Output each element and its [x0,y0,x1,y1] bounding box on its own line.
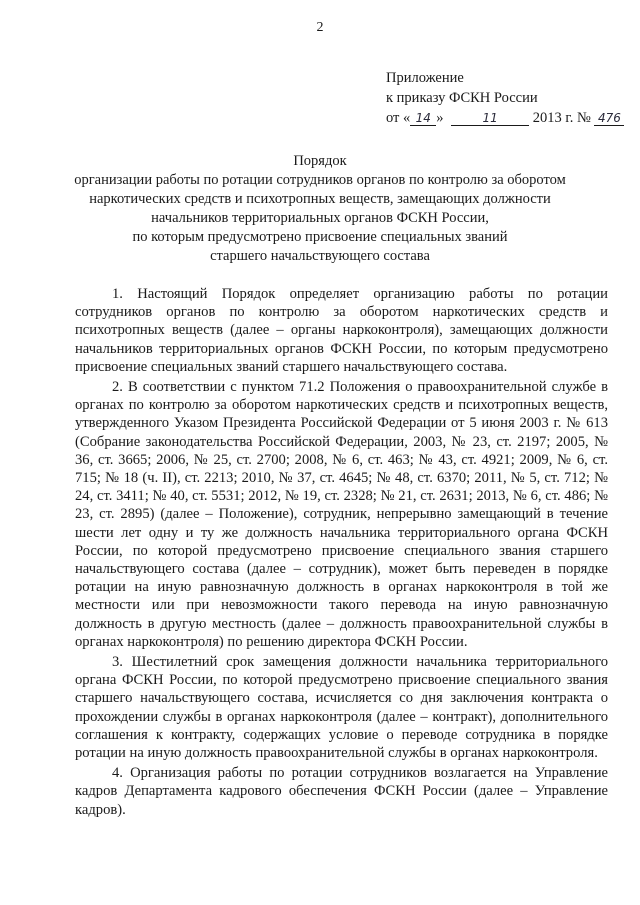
date-day-close: » [436,110,444,126]
page-number: 2 [316,20,324,35]
date-year: 2013 г. № [532,110,591,126]
paragraph-2: 2. В соответствии с пунктом 71.2 Положения о правоохранительной службе в органах по контролю за оборотом наркотических средств и психотропных веществ, утвержденного Указом Президента Российской Федерации от 5 июня 2003 г. № 613 (Собрание законодательства Российской Федерации, 2003, № 23, ст. 2197; 2005, № 36, ст. 3665; 2006, № 25, ст. 2700; 2008, № 6, ст. 463; № 43, ст. 4921; 2009, № 6, ст. 715; № 18 (ч. II), ст. 2213; 2010, № 37, ст. 4645; № 48, ст. 6370; 2011, № 5, ст. 712; № 24, ст. 3411; № 40, ст. 5531; 2012, № 19, ст. 2328; № 21, ст. 2631; 2013, № 6, ст. 486; № 23, ст. 2895) (далее – Положение), сотрудник, непрерывно замещающий в течение шести лет одну и ту же должность начальника территориального органа ФСКН России, по которой предусмотрено присвоение специального звания старшего начальствующего состава (далее – сотрудник), может быть переведен в порядке ротации на иную равнозначную должность в органах наркоконтроля в той же местности или при невозможности такого перевода на иную равнозначную должность в другую местность (далее – должность правоохранительной службы в органах наркоконтроля) по решению директора ФСКН России. [75,379,608,650]
order-number: 476 [594,111,624,126]
date-month: 11 [451,111,529,126]
appendix-label: Приложение [386,70,464,86]
appendix-order-reference: к приказу ФСКН России [386,90,538,106]
date-prefix: от « [386,110,411,126]
document-body [75,285,608,819]
paragraph-1: 1. Настоящий Порядок определяет организацию работы по ротации сотрудников органов по контролю за оборотом наркотических средств и психотропных веществ (далее – органы наркоконтроля), замещающих должности начальников территориальных органов ФСКН России, по которым предусмотрено присвоение специальных званий старшего начальствующего состава. [75,286,608,375]
title-line: начальников территориальных органов ФСКН России, [151,210,489,226]
title-line: организации работы по ротации сотрудников органов по контролю за оборотом [74,172,566,188]
title-line: наркотических средств и психотропных веществ, замещающих должности [89,191,551,207]
paragraph-4: 4. Организация работы по ротации сотрудников возлагается на Управление кадров Департамента кадрового обеспечения ФСКН России (далее – Управление кадров). [75,765,608,818]
paragraph-3: 3. Шестилетний срок замещения должности начальника территориального органа ФСКН России, по которой предусмотрено присвоение специального звания старшего начальствующего состава, исчисляется со дня заключения контракта о прохождении службы в органах наркоконтроля (далее – контракт), дополнительного соглашения к контракту, содержащих условие о переводе сотрудника в порядке ротации на иную должность правоохранительной службы в органах наркоконтроля. [75,654,608,762]
title-heading: Порядок [293,153,347,169]
appendix-block [386,68,624,128]
document-title [60,152,580,266]
date-day: 14 [410,111,436,126]
title-line: старшего начальствующего состава [210,248,430,264]
appendix-date-line [386,108,624,128]
title-line: по которым предусмотрено присвоение специальных званий [132,229,508,245]
